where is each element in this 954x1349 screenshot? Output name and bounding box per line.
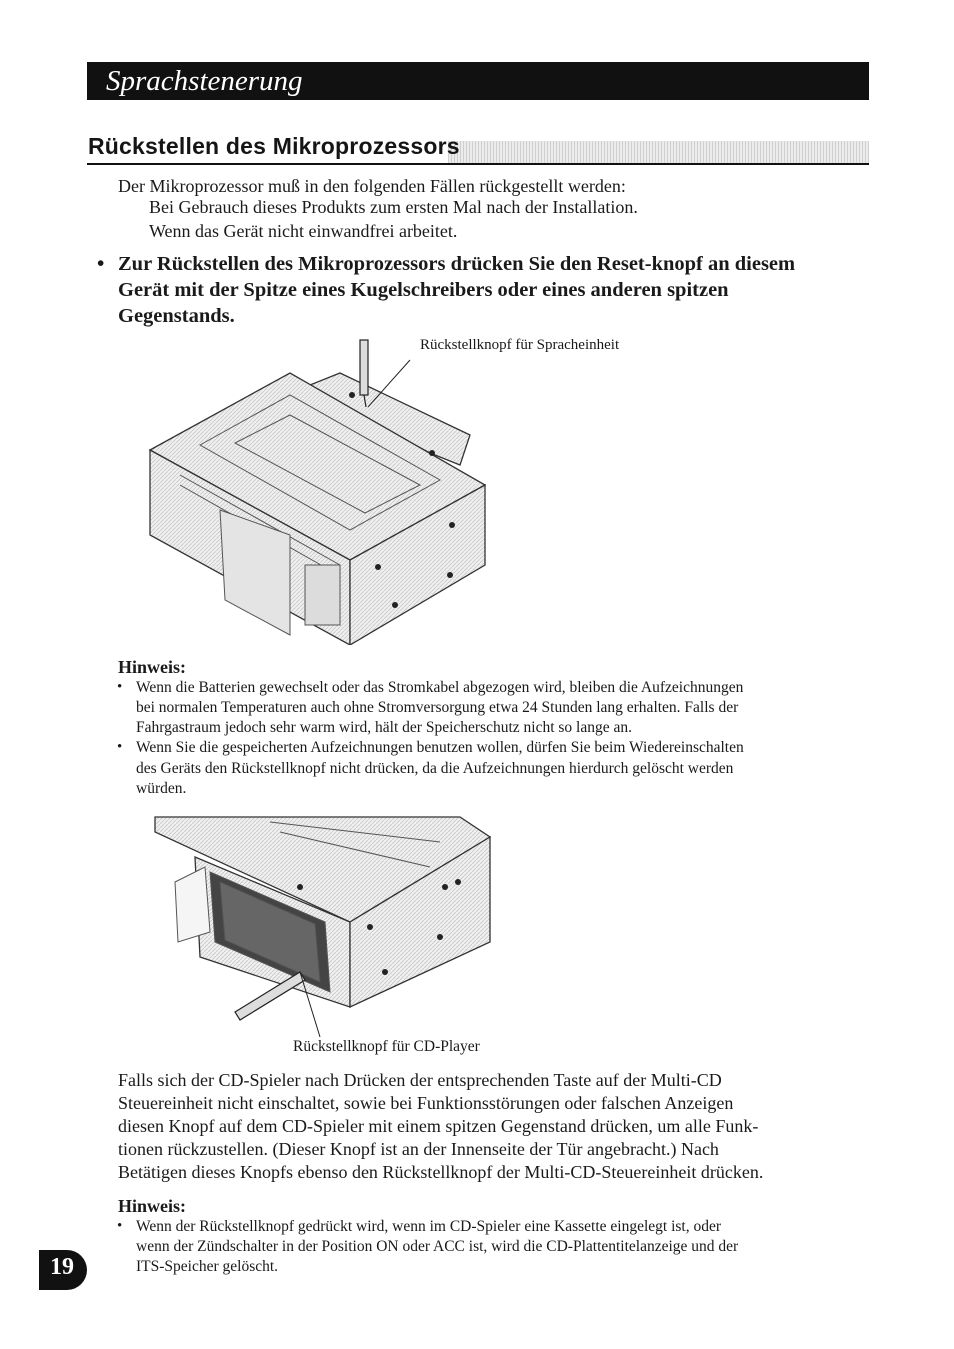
page-number: 19 [50, 1254, 74, 1280]
note1-item2-line: würden. [136, 780, 187, 797]
note1-item1-line: Wenn die Batterien gewechselt oder das Stromkabel abgezogen wird, bleiben die Aufzeichnungen [136, 679, 744, 696]
note2-bullet: • [117, 1218, 123, 1234]
body-line: Falls sich der CD-Spieler nach Drücken der entsprechenden Taste auf der Multi-CD [118, 1070, 722, 1090]
note2-heading: Hinweis: [118, 1196, 187, 1216]
note1-item2-bullet: • [117, 739, 123, 755]
note2-line: ITS-Speicher gelöscht. [136, 1258, 279, 1275]
note1-item1-line: bei normalen Temperaturen auch ohne Stromversorgung etwa 24 Stunden lang erhalten. Falls der [136, 699, 739, 716]
body-line: diesen Knopf auf dem CD-Spieler mit einem spitzen Gegenstand drücken, um alle Funk- [118, 1116, 759, 1136]
figure2-caption: Rückstellknopf für CD-Player [293, 1038, 480, 1055]
intro-case-2: Wenn das Gerät nicht einwandfrei arbeitet. [149, 221, 458, 241]
note1-item1-bullet: • [117, 679, 123, 695]
instruction-text: Zur Rückstellen des Mikroprozessors drücken Sie den Reset-knopf an diesem Gerät mit der Spitze eines Kugelschreibers oder eines anderen spitzen Gegenstands. [118, 253, 796, 327]
note2-line: Wenn der Rückstellknopf gedrückt wird, wenn im CD-Spieler eine Kassette eingelegt ist, oder [136, 1218, 722, 1235]
instruction-bullet: • [97, 251, 105, 275]
body-line: tionen rückzustellen. (Dieser Knopf ist an der Innenseite der Tür angebracht.) Nach [118, 1139, 719, 1159]
note1-item1-line: Fahrgastraum jedoch sehr warm wird, hält der Speicherschutz nicht so lange an. [136, 719, 632, 736]
section-title: Rückstellen des Mikroprozessors [88, 133, 460, 159]
body-line: Betätigen dieses Knopfs ebenso den Rückstellknopf der Multi-CD-Steuereinheit drücken. [118, 1162, 764, 1182]
body-line: Steuereinheit nicht einschaltet, sowie bei Funktionsstörungen oder falschen Anzeigen [118, 1093, 734, 1113]
note1-item2-line: des Geräts den Rückstellknopf nicht drücken, da die Aufzeichnungen hierdurch gelöscht werden [136, 760, 734, 777]
figure-cd-player [140, 812, 500, 1037]
intro-line: Der Mikroprozessor muß in den folgenden Fällen rückgestellt werden: [118, 176, 626, 196]
page-header-title: Sprachstenerung [106, 65, 303, 97]
figure1-caption: Rückstellknopf für Spracheinheit [420, 337, 620, 353]
section-title-band [448, 141, 869, 163]
note1-heading: Hinweis: [118, 657, 187, 677]
figure-voice-unit [140, 335, 500, 645]
note2-line: wenn der Zündschalter in der Position ON oder ACC ist, wird die CD-Plattentitelanzeige und der [136, 1238, 739, 1255]
intro-case-1: Bei Gebrauch dieses Produkts zum ersten Mal nach der Installation. [149, 197, 638, 217]
note1-item2-line: Wenn Sie die gespeicherten Aufzeichnungen benutzen wollen, dürfen Sie beim Wiedereinschalten [136, 739, 744, 756]
section-rule [87, 163, 869, 165]
